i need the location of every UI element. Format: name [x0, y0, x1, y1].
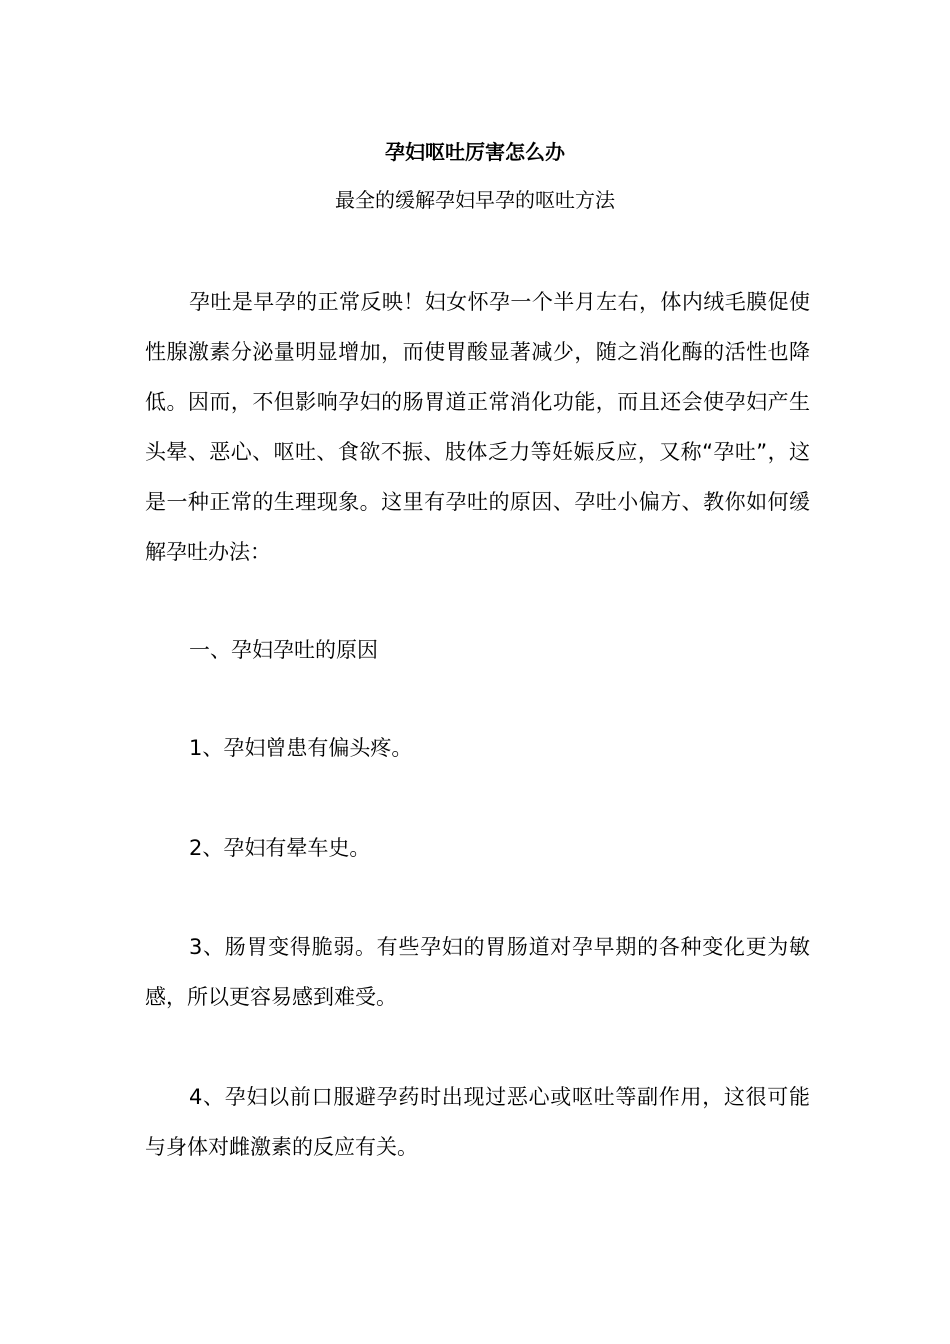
- intro-paragraph: 孕吐是早孕的正常反映！妇女怀孕一个半月左右，体内绒毛膜促使性腺激素分泌量明显增加，而使胃酸显著减少，随之消化酶的活性也降低。因而，不但影响孕妇的肠胃道正常消化功能，而且还会使孕妇产生头晕、恶心、呕吐、食欲不振、肢体乏力等妊娠反应，又称“孕吐”，这是一种正常的生理现象。这里有孕吐的原因、孕吐小偏方、教你如何缓解孕吐办法：: [145, 290, 810, 564]
- list-item: 1、孕妇曾患有偏头疼。: [189, 736, 413, 760]
- list-item: 2、孕妇有晕车史。: [189, 836, 371, 860]
- section-heading-causes: 一、孕妇孕吐的原因: [189, 638, 378, 662]
- list-item: 3、肠胃变得脆弱。有些孕妇的胃肠道对孕早期的各种变化更为敏感，所以更容易感到难受。: [145, 935, 810, 1009]
- document-subtitle: 最全的缓解孕妇早孕的呕吐方法: [335, 188, 615, 212]
- document-title: 孕妇呕吐厉害怎么办: [385, 140, 565, 164]
- list-item: 4、孕妇以前口服避孕药时出现过恶心或呕吐等副作用，这很可能与身体对雌激素的反应有关。: [145, 1085, 810, 1159]
